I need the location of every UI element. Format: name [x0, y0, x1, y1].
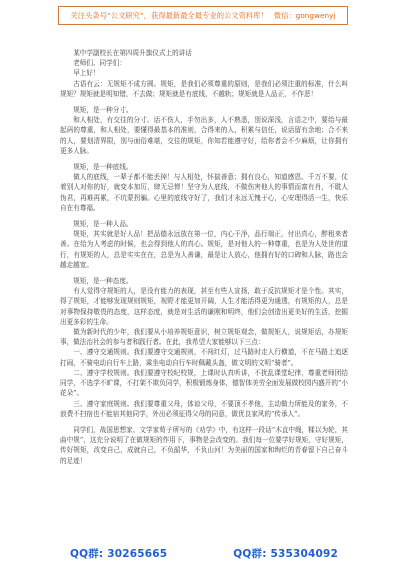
greeting: 早上好！ [73, 69, 100, 78]
banner-wechat: 微信：gongwenyj [273, 10, 336, 20]
paragraph-2: 做人的底线，一辈子都不能丢掉！与人相处，怀揣善意；拥有良心，知道感恩。千万不要，仗着别人对你的好，就变本加厉，肆无忌惮！坚守为人底线，不做伤害他人的事情而富有肖，不耽人伪君，再难再累，不坑蒙拐骗。心里的底线守好了，我们才永远无愧于心，心安理得活一生，快乐自在有尊福。 [60, 173, 348, 212]
section-heading-4: 规矩，是一种态度。 [73, 277, 133, 286]
salutation: 老师们、同学们： [73, 59, 126, 68]
footer-qq-group-1: QQ群: 30265665 [69, 548, 168, 560]
speech-document [60, 48, 348, 466]
header-banner [58, 6, 348, 25]
list-item-2: 二、遵守学校规则。我们要遵守校纪校规，上课时认真听讲，不扰乱课堂纪律，尊重老师团结同学，不选学不旷课，不打架不欺负同学，积极锻炼身体，德智体美劳全面发展做校园内盛开的“小花朵”。 [60, 368, 348, 398]
banner-text: 关注头条号“公文研究”，获得最新最全最专业的公文资料库！ [70, 10, 268, 20]
document-title: 某中学副校长在第四周升旗仪式上的讲话 [73, 49, 192, 57]
footer [0, 546, 408, 560]
paragraph-4: 有人觉得守规矩的人，是没有能力的表现，甚至有些人宣扬，敢于反抗规矩才是个性。其实，得了规矩，才能够发现规则规矩，视野才能更加开阔，人生才能活得更为通透，有规矩的人，总是对事物保持敬畏的态度，这样态度，就是对生活的谦刚和明终，他们会创造出更美好的生活，挖掘出更多彩的生命。 [60, 287, 348, 326]
paragraph-5: 做为新时代的少年，我们要从小培养规矩意识，树立规矩观念，做规矩人，说规矩话，办规矩事，做法治社会的参与者和践行者。在此，我希望大家能够以下三点： [60, 328, 348, 347]
footer-qq-group-2: QQ群: 535304092 [233, 548, 339, 560]
list-item-3: 三、遵守家庭规则。我们要尊重父母，体谅父母，不要顶不孝他，主动做力所能及的家务，不浪费不扫宿也不能宿其他同学，外出必须征得父母的同意，做优良家风的“传承人”。 [60, 399, 348, 418]
paragraph-1: 和人相处，有交往的分寸。话不伤人，手勿出多，人不熟悉，别说深浅，言语之中，要给与最起码的尊重，和人相处，要懂得最基本的准则，合得来的人，积累与信任，说话留有余地；合不来的人，要划清界限，别与面俗难堪，交往的规矩，你知若能遵守好，给你者会不少麻烦，让你拥有更多人脉。 [60, 116, 348, 155]
section-heading-2: 规矩，是一种底线。 [73, 163, 133, 172]
section-heading-3: 规矩，是一种人品。 [73, 220, 133, 229]
section-heading-1: 规矩，是一种分寸。 [73, 106, 133, 115]
paragraph-3: 规矩，其实就是好人品！把品德永远放在第一位，内心干净，品行端正，付出真心，醉租来者善。在给为人考虑的时候，也会得到他人的真心。规矩，是对他人的一种尊重，也是为人处世的道行，有规矩的人，总是实实在在，总是为人善谦，最是让人放心，他拥有好的口碑和人脉，路也会越走越宽。 [60, 230, 348, 269]
list-item-1: 一、遵守交通规则。我们要遵守交通规则，不闯红灯，过马路时走人行横道，不在马路上追逐打闹，不骑电动自行车上路，乘坐电动自行车时佩戴头盔，做文明的文明“骑者”。 [60, 348, 348, 367]
paragraph-closing: 同学们，战国思想家、文学家荀子所写的《劝学》中，有这样一段话“木直中绳，糅以为轮，其曲中规”，这充分说明了在做规矩的作用下，事物是会改变的。我们每一位要学好规矩，守好规矩，传好规矩，改变自己，成就自己，不负韶华，不负山河！为美丽的国家和绚烂的青春留下自己奋斗的足迹！ [60, 425, 348, 465]
paragraph-intro: 古语有云：无规矩不成方圆。规矩，是我们必须尊重的原则，是我们必须注重的标准，什么叫规矩？规矩就是明知错，不去做；规矩就是有底线，不越轨；规矩就是人品正，不作恶！ [60, 79, 348, 98]
